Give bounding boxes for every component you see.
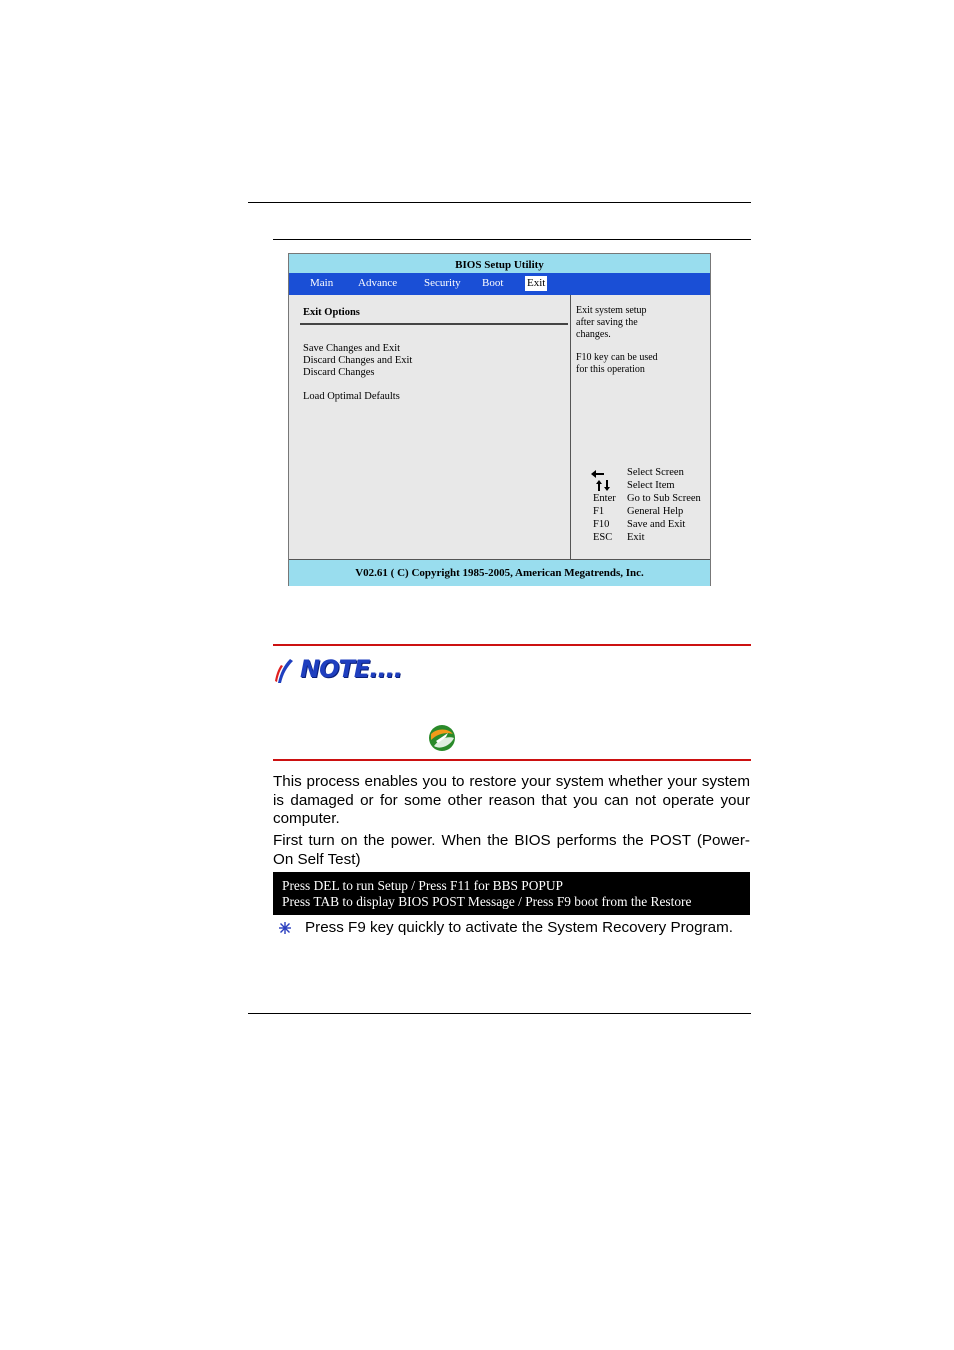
section-rule xyxy=(273,239,751,240)
tab-boot[interactable]: Boot xyxy=(482,277,504,289)
paragraph-power-on: First turn on the power. When the BIOS performs the POST (Power-On Self Test) xyxy=(273,832,750,868)
option-load-optimal-defaults[interactable]: Load Optimal Defaults xyxy=(303,391,400,402)
paragraph-restore-intro: This process enables you to restore your system whether your system is damaged or for some other reason that you can not operate your computer. xyxy=(273,773,750,828)
tab-security[interactable]: Security xyxy=(424,277,461,289)
key-f1: F1 xyxy=(593,506,605,517)
help-text-line: after saving the xyxy=(576,317,638,328)
snowflake-bullet-icon xyxy=(278,921,292,935)
post-line: Press DEL to run Setup / Press F11 for BBS POPUP xyxy=(282,878,563,893)
bios-title: BIOS Setup Utility xyxy=(289,254,710,273)
key-desc-save-exit: Save and Exit xyxy=(627,519,686,530)
key-desc-sub-screen: Go to Sub Screen xyxy=(627,493,701,504)
note-top-rule xyxy=(273,644,751,646)
bullet-press-f9: Press F9 key quickly to activate the System Recovery Program. xyxy=(305,919,733,936)
key-f10: F10 xyxy=(593,519,610,530)
bios-help-panel xyxy=(571,295,710,559)
section-title: Exit Options xyxy=(303,307,360,318)
key-desc-select-screen: Select Screen xyxy=(627,467,684,478)
tab-advance[interactable]: Advance xyxy=(358,277,398,289)
bios-options-panel xyxy=(289,295,571,559)
note-bottom-rule xyxy=(273,759,751,761)
key-desc-general-help: General Help xyxy=(627,506,684,517)
help-text-line: Exit system setup xyxy=(576,305,647,316)
note-pen-icon xyxy=(274,657,300,685)
up-down-arrows-icon xyxy=(595,480,611,492)
key-desc-select-item: Select Item xyxy=(627,480,675,491)
option-save-changes-and-exit[interactable]: Save Changes and Exit xyxy=(303,343,401,354)
bios-menu-bar xyxy=(289,273,710,295)
left-arrow-icon xyxy=(591,469,605,479)
post-line: Press TAB to display BIOS POST Message / Press F9 boot from the Restore xyxy=(282,894,692,909)
key-desc-exit: Exit xyxy=(627,532,645,543)
key-enter: Enter xyxy=(593,493,616,504)
tab-main[interactable]: Main xyxy=(310,277,334,289)
key-esc: ESC xyxy=(593,532,613,543)
help-text-line: F10 key can be used xyxy=(576,352,658,363)
footer-rule xyxy=(248,1013,751,1014)
section-underline xyxy=(300,323,568,325)
note-logo xyxy=(274,655,409,687)
header-rule xyxy=(248,202,751,203)
note-label: NOTE.... xyxy=(300,655,402,683)
help-text-line: changes. xyxy=(576,329,611,340)
option-discard-changes[interactable]: Discard Changes xyxy=(303,367,375,378)
option-discard-changes-and-exit[interactable]: Discard Changes and Exit xyxy=(303,355,413,366)
help-text-line: for this operation xyxy=(576,364,645,375)
globe-icon xyxy=(428,724,456,752)
post-message-screen xyxy=(273,872,750,915)
bios-screen xyxy=(288,253,711,586)
bios-copyright-footer: V02.61 ( C) Copyright 1985-2005, American Megatrends, Inc. xyxy=(289,559,710,586)
tab-exit[interactable]: Exit xyxy=(527,277,546,289)
